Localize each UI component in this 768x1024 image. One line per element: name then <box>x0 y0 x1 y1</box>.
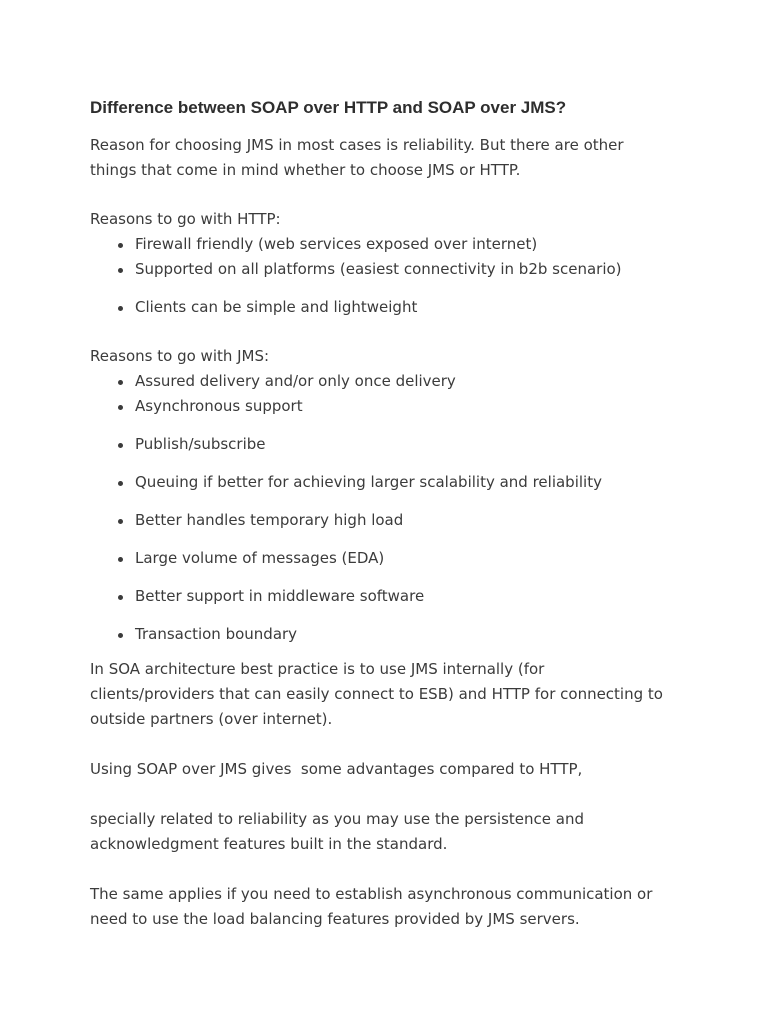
soa-line: In SOA architecture best practice is to use JMS internally (for <box>90 660 545 678</box>
list-item: Publish/subscribe <box>135 432 690 457</box>
reliability-line: specially related to reliability as you may use the persistence and <box>90 810 584 828</box>
advantages-paragraph: Using SOAP over JMS gives some advantages compared to HTTP, <box>90 760 583 778</box>
soa-paragraph <box>90 657 690 732</box>
list-item: Asynchronous support <box>135 394 690 419</box>
list-item: Supported on all platforms (easiest connectivity in b2b scenario) <box>135 257 690 282</box>
document-title: Difference between SOAP over HTTP and SOAP over JMS? <box>90 98 567 117</box>
list-item: Assured delivery and/or only once delivery <box>135 369 690 394</box>
jms-heading: Reasons to go with JMS: <box>90 347 270 365</box>
soa-line: outside partners (over internet). <box>90 710 333 728</box>
reliability-line: acknowledgment features built in the standard. <box>90 835 448 853</box>
reliability-paragraph <box>90 807 690 857</box>
intro-paragraph <box>90 133 690 183</box>
async-line: The same applies if you need to establish asynchronous communication or <box>90 885 653 903</box>
jms-reasons-list <box>90 369 690 647</box>
intro-line: things that come in mind whether to choose JMS or HTTP. <box>90 161 521 179</box>
list-item: Queuing if better for achieving larger scalability and reliability <box>135 470 690 495</box>
list-item: Large volume of messages (EDA) <box>135 546 690 571</box>
intro-line: Reason for choosing JMS in most cases is reliability. But there are other <box>90 136 624 154</box>
soa-line: clients/providers that can easily connect to ESB) and HTTP for connecting to <box>90 685 663 703</box>
http-reasons-list <box>90 232 690 320</box>
list-item: Better support in middleware software <box>135 584 690 609</box>
list-item: Transaction boundary <box>135 622 690 647</box>
list-item: Firewall friendly (web services exposed over internet) <box>135 232 690 257</box>
http-heading: Reasons to go with HTTP: <box>90 210 281 228</box>
list-item: Better handles temporary high load <box>135 508 690 533</box>
list-item: Clients can be simple and lightweight <box>135 295 690 320</box>
async-line: need to use the load balancing features provided by JMS servers. <box>90 910 580 928</box>
document-page <box>90 95 690 932</box>
async-paragraph <box>90 882 690 932</box>
